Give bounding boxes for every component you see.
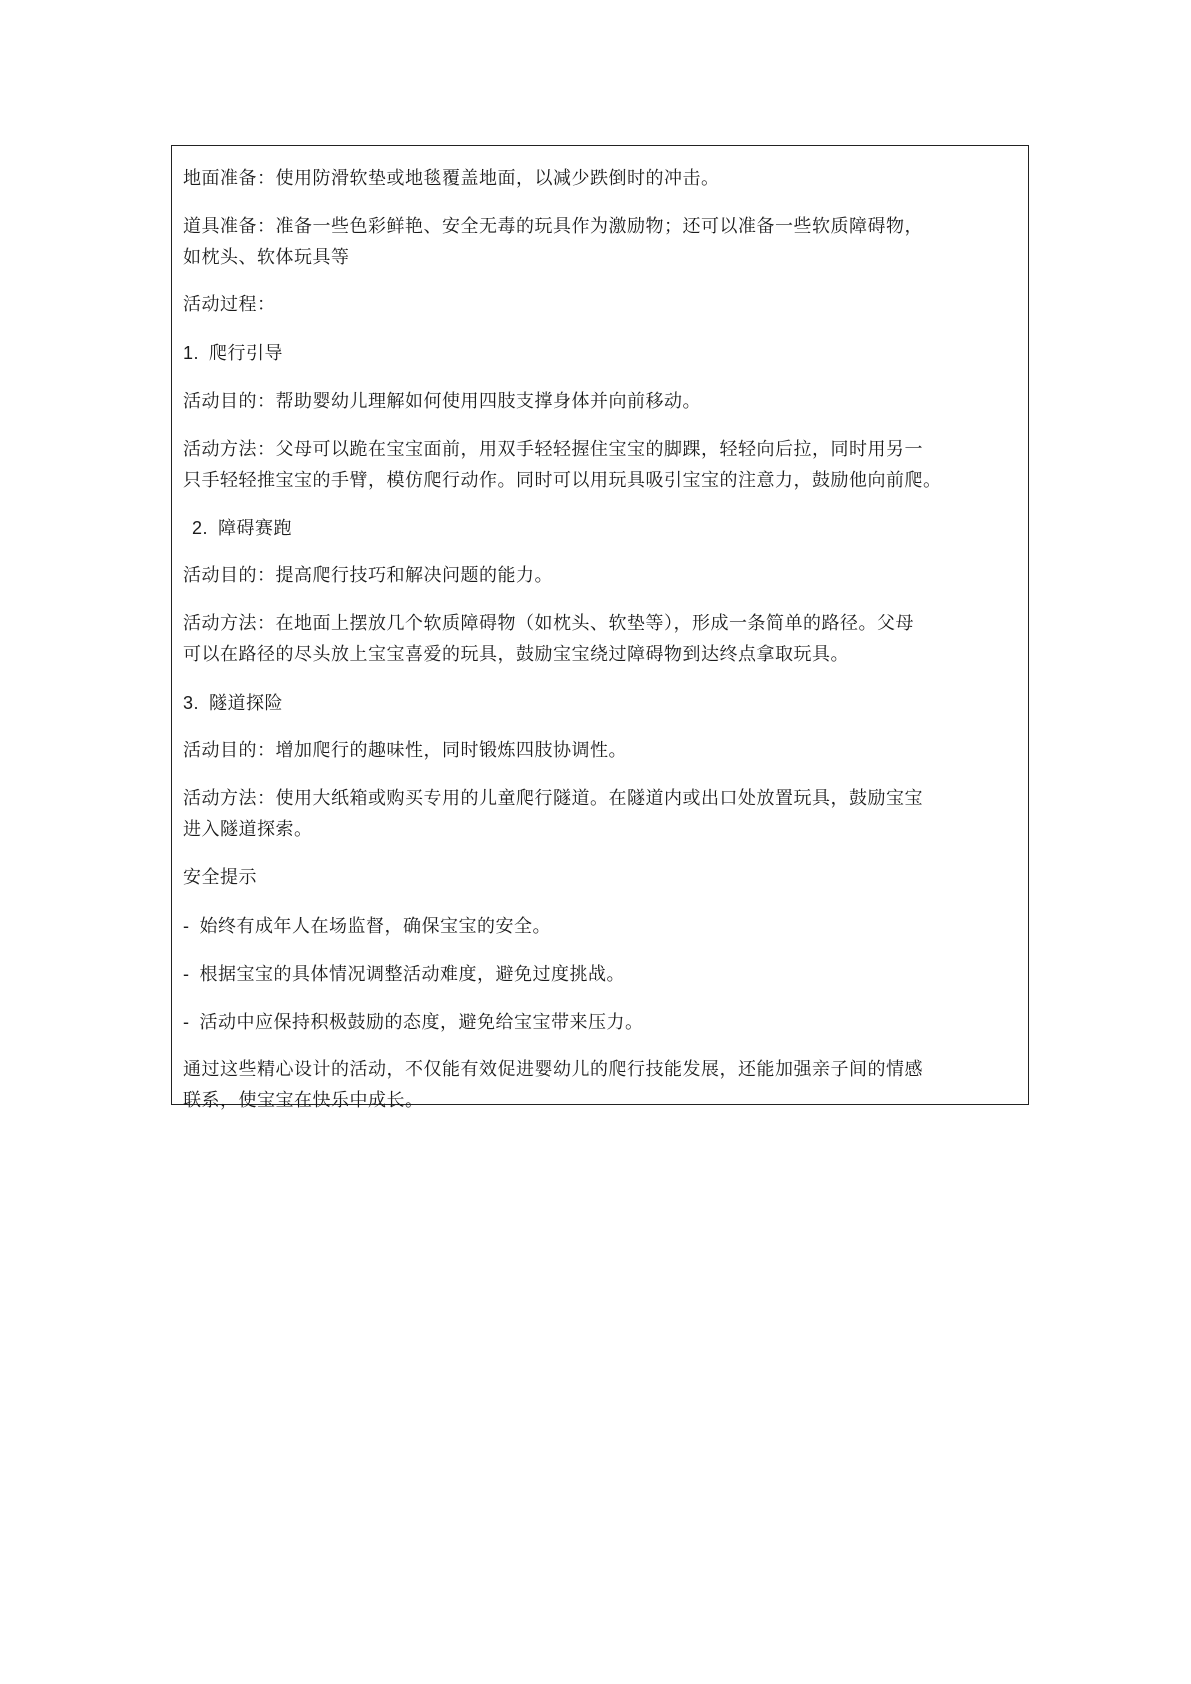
section-2-method-1: 活动方法：在地面上摆放几个软质障碍物（如枕头、软垫等），形成一条简单的路径。父母 xyxy=(183,613,914,634)
tip-text: 活动中应保持积极鼓励的态度，避免给宝宝带来压力。 xyxy=(199,1012,644,1033)
section-2-method-2: 可以在路径的尽头放上宝宝喜爱的玩具，鼓励宝宝绕过障碍物到达终点拿取玩具。 xyxy=(183,644,849,665)
section-2-heading xyxy=(192,512,292,545)
props-prep-text-1: 道具准备：准备一些色彩鲜艳、安全无毒的玩具作为激励物；还可以准备一些软质障碍物， xyxy=(183,216,923,237)
safety-tip-1 xyxy=(183,910,551,943)
tip-dash: - xyxy=(183,1012,190,1032)
section-3-number: 3. xyxy=(183,693,200,713)
section-1-heading xyxy=(183,337,283,370)
summary-2: 联系，使宝宝在快乐中成长。 xyxy=(183,1090,424,1111)
tip-dash: - xyxy=(183,964,190,984)
safety-heading: 安全提示 xyxy=(183,867,257,888)
tip-dash: - xyxy=(183,916,190,936)
section-3-method-2: 进入隧道探索。 xyxy=(183,819,313,840)
section-1-goal: 活动目的：帮助婴幼儿理解如何使用四肢支撑身体并向前移动。 xyxy=(183,391,701,412)
tip-text: 始终有成年人在场监督，确保宝宝的安全。 xyxy=(199,916,551,937)
section-2-number: 2. xyxy=(192,518,209,538)
section-2-goal: 活动目的：提高爬行技巧和解决问题的能力。 xyxy=(183,565,553,586)
content-table-cell xyxy=(171,145,1029,1111)
section-3-heading xyxy=(183,687,283,720)
process-heading: 活动过程： xyxy=(183,294,276,315)
section-3-title: 隧道探险 xyxy=(209,693,284,714)
section-2-title: 障碍赛跑 xyxy=(218,518,293,539)
section-1-number: 1. xyxy=(183,343,200,363)
section-3-method-1: 活动方法：使用大纸箱或购买专用的儿童爬行隧道。在隧道内或出口处放置玩具，鼓励宝宝 xyxy=(183,788,923,809)
section-3-goal: 活动目的：增加爬行的趣味性，同时锻炼四肢协调性。 xyxy=(183,740,627,761)
tip-text: 根据宝宝的具体情况调整活动难度，避免过度挑战。 xyxy=(199,964,625,985)
props-prep-text-2: 如枕头、软体玩具等 xyxy=(183,247,350,268)
section-1-method-1: 活动方法：父母可以跪在宝宝面前，用双手轻轻握住宝宝的脚踝，轻轻向后拉，同时用另一 xyxy=(183,439,923,460)
summary-1: 通过这些精心设计的活动，不仅能有效促进婴幼儿的爬行技能发展，还能加强亲子间的情感 xyxy=(183,1059,923,1080)
section-1-title: 爬行引导 xyxy=(209,343,284,364)
ground-prep-text: 地面准备：使用防滑软垫或地毯覆盖地面，以减少跌倒时的冲击。 xyxy=(183,168,720,189)
safety-tip-3 xyxy=(183,1006,644,1039)
safety-tip-2 xyxy=(183,958,625,991)
section-1-method-2: 只手轻轻推宝宝的手臂，模仿爬行动作。同时可以用玩具吸引宝宝的注意力，鼓励他向前爬。 xyxy=(183,470,942,491)
